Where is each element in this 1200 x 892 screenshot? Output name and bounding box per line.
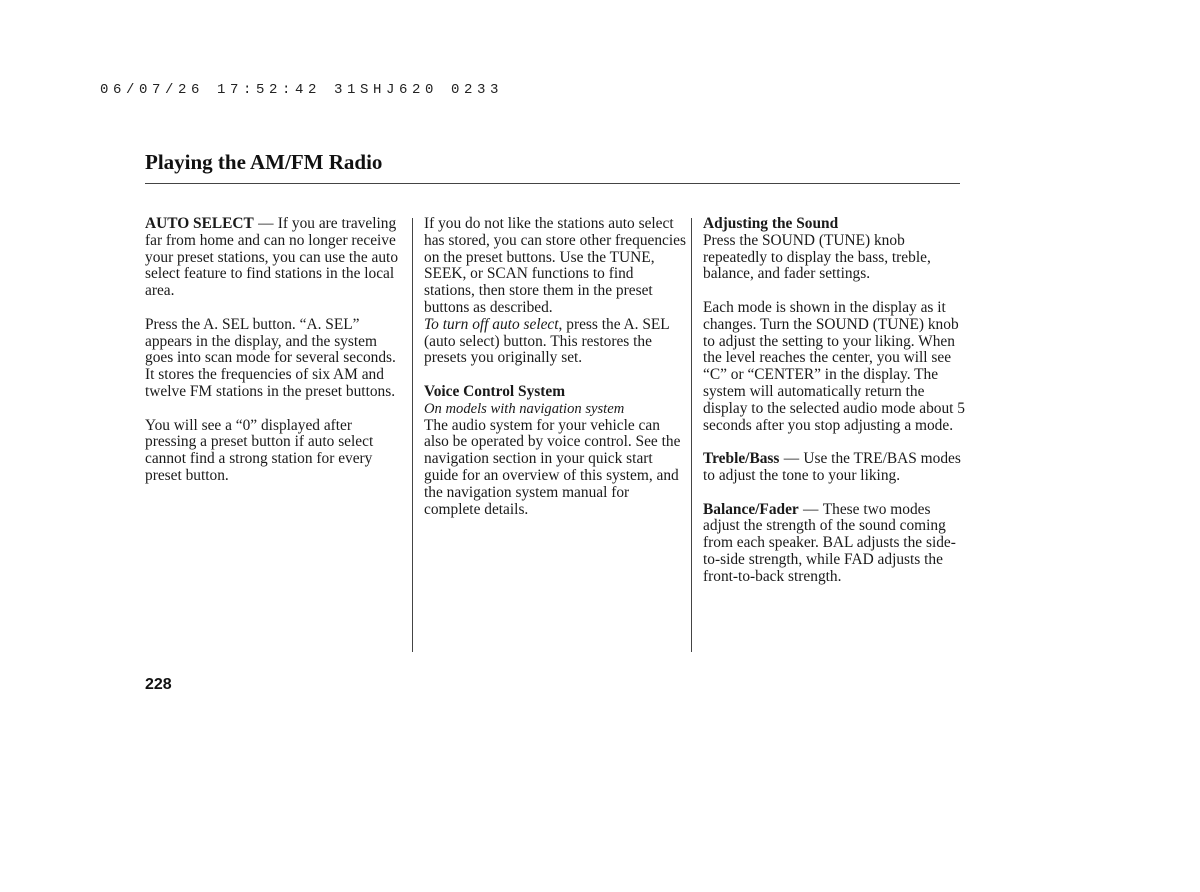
- auto-select-text: If you are traveling far from home and can no longer receive your preset stations, you can use the auto select feature to find stations in the local area.: [145, 215, 399, 300]
- auto-select-paragraph: [145, 216, 407, 300]
- voice-control-text: The audio system for your vehicle can also be operated by voice control. See the navigation section in your quick start guide for an overview of this system, and the navigation system manual for complete details.: [424, 416, 681, 518]
- em-dash: —: [258, 215, 274, 232]
- voice-control-note: On models with navigation system: [424, 400, 625, 417]
- column-divider-1: [412, 218, 413, 652]
- treble-bass-text: Use the TRE/BAS modes to adjust the tone to your liking.: [703, 450, 961, 484]
- turn-off-label: To turn off auto select: [424, 315, 559, 333]
- turn-off-text: , press the A. SEL (auto select) button. This restores the presets you originally set.: [424, 315, 670, 367]
- treble-bass-paragraph: [703, 451, 965, 485]
- em-dash: —: [783, 450, 800, 468]
- adjusting-sound-heading: Adjusting the Sound: [703, 215, 839, 232]
- column-1: [145, 216, 407, 502]
- balance-fader-text: These two modes adjust the strength of the sound coming from each speaker. BAL adjusts the side-to-side strength, while FAD adjusts the front-to-back strength.: [703, 500, 956, 585]
- balance-fader-heading: Balance/Fader: [703, 500, 799, 518]
- auto-select-heading: AUTO SELECT: [145, 215, 254, 232]
- page-title: Playing the AM/FM Radio: [145, 150, 383, 174]
- balance-fader-paragraph: [703, 502, 965, 586]
- adjusting-sound-text: Press the SOUND (TUNE) knob repeatedly to display the bass, treble, balance, and fader settings.: [703, 231, 931, 283]
- column-2: [424, 216, 686, 535]
- mode-paragraph: Each mode is shown in the display as it changes. Turn the SOUND (TUNE) knob to adjust the setting to your liking. When the level reaches the center, you will see “C” or “CENTER” in the display. The system will automatically return the display to the selected audio mode about 5 seconds after you stop adjusting a mode.: [703, 298, 966, 434]
- treble-bass-heading: Treble/Bass: [703, 450, 780, 468]
- store-presets-paragraph: If you do not like the stations auto select has stored, you can store other frequencies on the preset buttons. Use the TUNE, SEEK, or SCAN functions to find stations, then store them in the preset buttons as described.: [424, 215, 686, 316]
- title-rule: [145, 183, 960, 184]
- voice-control-heading: Voice Control System: [424, 382, 566, 400]
- column-divider-2: [691, 218, 692, 652]
- em-dash: —: [803, 500, 819, 518]
- scan-paragraph: Press the A. SEL button. “A. SEL” appears in the display, and the system goes into scan mode for several seconds. It stores the frequencies of six AM and twelve FM stations in the preset buttons.: [145, 315, 396, 400]
- page-number: 228: [145, 676, 172, 693]
- turn-off-paragraph: [424, 317, 686, 367]
- print-stamp: 06/07/26 17:52:42 31SHJ620 0233: [100, 82, 504, 98]
- zero-display-paragraph: You will see a “0” displayed after pressing a preset button if auto select cannot find a strong station for every preset button.: [145, 416, 374, 484]
- column-3: [703, 216, 965, 602]
